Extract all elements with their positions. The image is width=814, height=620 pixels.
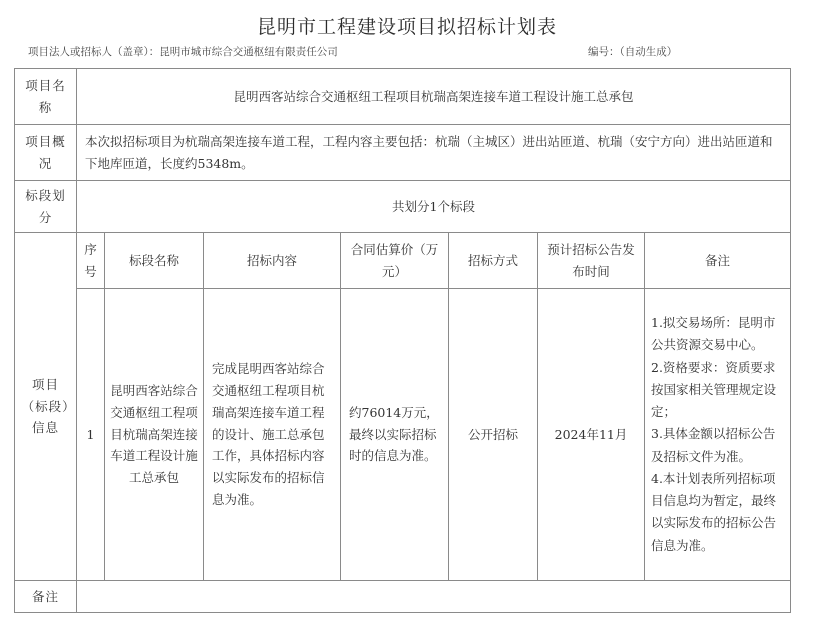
entry-notes xyxy=(645,289,791,581)
header-contract-price: 合同估算价（万元） xyxy=(341,233,449,289)
entry-seq: 1 xyxy=(77,289,105,581)
table-row xyxy=(15,289,791,581)
section-header-row xyxy=(15,233,791,289)
project-name-row xyxy=(15,69,791,125)
header-tender-method: 招标方式 xyxy=(449,233,538,289)
section-division-value: 共划分1个标段 xyxy=(77,181,791,233)
entry-tender-method: 公开招标 xyxy=(449,289,538,581)
note-item: 2.资格要求：资质要求按国家相关管理规定设定； xyxy=(651,359,777,420)
tender-plan-table xyxy=(14,68,791,613)
note-item: 4.本计划表所列招标项目信息均为暂定，最终以实际发布的招标公告信息为准。 xyxy=(651,470,777,553)
header-announce-time: 预计招标公告发布时间 xyxy=(538,233,645,289)
entry-contract-price: 约76014万元，最终以实际招标时的信息为准。 xyxy=(341,289,449,581)
section-division-row xyxy=(15,181,791,233)
header-tender-content: 招标内容 xyxy=(204,233,341,289)
project-overview-value: 本次拟招标项目为杭瑞高架连接车道工程，工程内容主要包括：杭瑞（主城区）进出站匝道、杭瑞（安宁方向）进出站匝道和下地库匝道，长度约5348m。 xyxy=(77,125,791,181)
project-name-value: 昆明西客站综合交通枢纽工程项目杭瑞高架连接车道工程设计施工总承包 xyxy=(77,69,791,125)
project-name-label: 项目名称 xyxy=(15,69,77,125)
note-item: 1.拟交易场所：昆明市公共资源交易中心。 xyxy=(651,315,776,353)
tenderer-line: 项目法人或招标人（盖章）：昆明市城市综合交通枢纽有限责任公司 xyxy=(28,46,338,58)
header-section-name: 标段名称 xyxy=(105,233,204,289)
header-notes: 备注 xyxy=(645,233,791,289)
remarks-row xyxy=(15,581,791,613)
entry-announce-time: 2024年11月 xyxy=(538,289,645,581)
entry-section-name: 昆明西客站综合交通枢纽工程项目杭瑞高架连接车道工程设计施工总承包 xyxy=(105,289,204,581)
section-info-label: 项目（标段）信息 xyxy=(15,233,77,581)
remarks-label: 备注 xyxy=(15,581,77,613)
remarks-value xyxy=(77,581,791,613)
page-title: 昆明市工程建设项目拟招标计划表 xyxy=(256,16,557,38)
project-overview-row xyxy=(15,125,791,181)
section-division-label: 标段划分 xyxy=(15,181,77,233)
header-seq: 序号 xyxy=(77,233,105,289)
serial-number-line: 编号：（自动生成） xyxy=(588,46,678,58)
entry-tender-content: 完成昆明西客站综合交通枢纽工程项目杭瑞高架连接车道工程的设计、施工总承包工作，具体招标内容以实际发布的招标信息为准。 xyxy=(204,289,341,581)
note-item: 3.具体金额以招标公告及招标文件为准。 xyxy=(651,426,776,464)
project-overview-label: 项目概况 xyxy=(15,125,77,181)
